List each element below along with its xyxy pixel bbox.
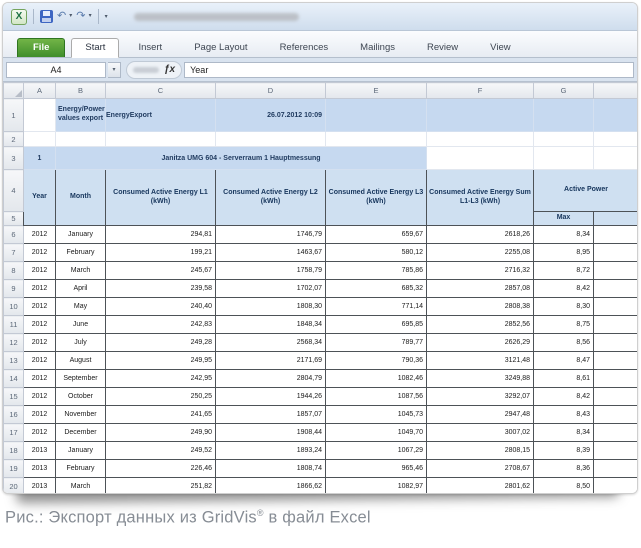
cell-device-name[interactable]: Janitza UMG 604 - Serverraum 1 Hauptmessung xyxy=(56,147,427,170)
cell-partial[interactable] xyxy=(594,244,638,262)
cell[interactable]: 695,85 xyxy=(326,316,427,334)
cell-export-date[interactable]: 26.07.2012 10:09 xyxy=(216,99,326,132)
quick-access-toolbar xyxy=(11,9,108,25)
tab-file[interactable]: File xyxy=(17,38,65,57)
excel-app-icon[interactable]: X xyxy=(11,9,27,25)
row-header[interactable]: 3 xyxy=(4,147,24,170)
cell[interactable] xyxy=(326,132,427,147)
cell[interactable]: 8,95 xyxy=(534,244,594,262)
tab-review[interactable]: Review xyxy=(427,42,459,53)
cell[interactable]: 1045,73 xyxy=(326,406,427,424)
header-sum[interactable]: Consumed Active Energy Sum L1-L3 (kWh) xyxy=(427,170,534,226)
info-row-1 xyxy=(4,99,638,132)
cell[interactable] xyxy=(427,132,534,147)
cell[interactable]: 2012 xyxy=(24,388,56,406)
table-header-row xyxy=(4,170,638,212)
cell[interactable]: 8,39 xyxy=(534,442,594,460)
figure xyxy=(2,2,639,494)
row-header[interactable]: 10 xyxy=(4,298,24,316)
tab-mailings[interactable]: Mailings xyxy=(360,42,396,53)
customize-quick-access-icon[interactable]: ▾ xyxy=(104,14,108,20)
cell[interactable]: 965,46 xyxy=(326,460,427,478)
cell[interactable]: 249,95 xyxy=(106,352,216,370)
table-row xyxy=(4,244,638,262)
cell-partial[interactable] xyxy=(594,352,638,370)
cell[interactable]: 580,12 xyxy=(326,244,427,262)
cell[interactable] xyxy=(24,99,56,132)
cell[interactable]: 2255,08 xyxy=(427,244,534,262)
cell[interactable]: 2013 xyxy=(24,460,56,478)
cell[interactable] xyxy=(106,132,216,147)
redo-icon[interactable]: ↷ ▾ xyxy=(76,10,92,22)
row-header[interactable]: 7 xyxy=(4,244,24,262)
column-header-F[interactable]: F xyxy=(427,83,534,99)
cell[interactable]: 785,86 xyxy=(326,262,427,280)
cell[interactable]: 790,36 xyxy=(326,352,427,370)
table-row xyxy=(4,298,638,316)
table-row xyxy=(4,460,638,478)
cell[interactable]: 8,42 xyxy=(534,388,594,406)
cell[interactable] xyxy=(56,132,106,147)
insert-function-group xyxy=(126,61,182,79)
cell[interactable]: 2012 xyxy=(24,244,56,262)
cell[interactable]: September xyxy=(56,370,106,388)
cell[interactable]: 2012 xyxy=(24,316,56,334)
table-row xyxy=(4,370,638,388)
table-row xyxy=(4,334,638,352)
cell[interactable]: 2012 xyxy=(24,262,56,280)
cell[interactable]: 2618,26 xyxy=(427,226,534,244)
cell[interactable]: 1463,67 xyxy=(216,244,326,262)
cell[interactable]: 2013 xyxy=(24,442,56,460)
cell[interactable]: 2804,79 xyxy=(216,370,326,388)
cell[interactable]: 2013 xyxy=(24,478,56,495)
fx-icon[interactable]: ƒx xyxy=(164,64,176,75)
row-header[interactable]: 19 xyxy=(4,460,24,478)
cell[interactable]: 2708,67 xyxy=(427,460,534,478)
cell[interactable]: 2012 xyxy=(24,370,56,388)
cell[interactable]: 2171,69 xyxy=(216,352,326,370)
cell[interactable]: December xyxy=(56,424,106,442)
header-month[interactable]: Month xyxy=(56,170,106,226)
tab-insert[interactable]: Insert xyxy=(138,42,163,53)
cell[interactable]: 1944,26 xyxy=(216,388,326,406)
table-row xyxy=(4,280,638,298)
cell[interactable]: 1848,34 xyxy=(216,316,326,334)
cell-partial[interactable] xyxy=(594,478,638,495)
cell[interactable]: 1908,44 xyxy=(216,424,326,442)
cell[interactable]: 3249,88 xyxy=(427,370,534,388)
cell[interactable] xyxy=(427,147,534,170)
header-year[interactable]: Year xyxy=(24,170,56,226)
row-header[interactable]: 11 xyxy=(4,316,24,334)
cell[interactable]: March xyxy=(56,478,106,495)
cell[interactable]: 1808,74 xyxy=(216,460,326,478)
table-row xyxy=(4,316,638,334)
cell[interactable]: 1082,97 xyxy=(326,478,427,495)
cell[interactable]: 789,77 xyxy=(326,334,427,352)
cell[interactable]: October xyxy=(56,388,106,406)
cell[interactable]: 659,67 xyxy=(326,226,427,244)
cell[interactable]: 2012 xyxy=(24,280,56,298)
document-title-redacted xyxy=(134,13,299,21)
cell-partial[interactable] xyxy=(594,460,638,478)
column-header-partial[interactable] xyxy=(594,83,638,99)
formula-bar xyxy=(3,58,637,82)
header-l3[interactable]: Consumed Active Energy L3 (kWh) xyxy=(326,170,427,226)
row-header[interactable]: 14 xyxy=(4,370,24,388)
cell[interactable]: 3121,48 xyxy=(427,352,534,370)
cell[interactable]: 8,30 xyxy=(534,298,594,316)
cell[interactable]: 239,58 xyxy=(106,280,216,298)
cell[interactable]: 2012 xyxy=(24,424,56,442)
cell[interactable] xyxy=(427,99,534,132)
row-header[interactable]: 12 xyxy=(4,334,24,352)
cell[interactable]: 8,36 xyxy=(534,460,594,478)
registered-mark: ® xyxy=(256,508,264,518)
cell[interactable]: 3007,02 xyxy=(427,424,534,442)
cell[interactable]: 249,52 xyxy=(106,442,216,460)
device-row xyxy=(4,147,638,170)
cell[interactable]: 8,75 xyxy=(534,316,594,334)
table-row xyxy=(4,424,638,442)
table-row xyxy=(4,388,638,406)
cell[interactable]: 1857,07 xyxy=(216,406,326,424)
cell[interactable]: 294,81 xyxy=(106,226,216,244)
cell[interactable]: January xyxy=(56,226,106,244)
formula-input[interactable]: Year xyxy=(184,62,634,78)
column-header-C[interactable]: C xyxy=(106,83,216,99)
cell[interactable]: 242,95 xyxy=(106,370,216,388)
column-header-G[interactable]: G xyxy=(534,83,594,99)
cell[interactable]: June xyxy=(56,316,106,334)
cell-partial[interactable] xyxy=(594,280,638,298)
cell[interactable]: 1746,79 xyxy=(216,226,326,244)
cell[interactable]: 251,82 xyxy=(106,478,216,495)
cell[interactable]: 8,34 xyxy=(534,226,594,244)
row-header[interactable]: 5 xyxy=(4,212,24,226)
row-header[interactable]: 4 xyxy=(4,170,24,212)
tab-references[interactable]: References xyxy=(279,42,329,53)
header-partial[interactable] xyxy=(594,212,638,226)
tab-start[interactable]: Start xyxy=(71,38,119,58)
cell[interactable]: 2947,48 xyxy=(427,406,534,424)
cell[interactable]: 249,28 xyxy=(106,334,216,352)
cell[interactable]: August xyxy=(56,352,106,370)
cell[interactable]: 245,67 xyxy=(106,262,216,280)
table-row xyxy=(4,406,638,424)
cell[interactable]: 199,21 xyxy=(106,244,216,262)
spreadsheet-grid xyxy=(3,82,637,494)
column-header-D[interactable]: D xyxy=(216,83,326,99)
column-header-B[interactable]: B xyxy=(56,83,106,99)
cell[interactable]: 8,72 xyxy=(534,262,594,280)
cell[interactable]: 1049,70 xyxy=(326,424,427,442)
column-header-row xyxy=(4,83,638,99)
cell[interactable]: April xyxy=(56,280,106,298)
cell[interactable]: 1866,62 xyxy=(216,478,326,495)
empty-row xyxy=(4,132,638,147)
tab-view[interactable]: View xyxy=(490,42,511,53)
cell[interactable]: 2012 xyxy=(24,352,56,370)
cell[interactable]: 2012 xyxy=(24,406,56,424)
cell[interactable] xyxy=(534,132,594,147)
cell-partial[interactable] xyxy=(594,298,638,316)
cell[interactable]: 1758,79 xyxy=(216,262,326,280)
cell[interactable]: 226,46 xyxy=(106,460,216,478)
cell[interactable]: 250,25 xyxy=(106,388,216,406)
cell[interactable] xyxy=(534,147,594,170)
cell[interactable]: 3292,07 xyxy=(427,388,534,406)
cell-partial[interactable] xyxy=(594,226,638,244)
row-header[interactable]: 20 xyxy=(4,478,24,495)
row-header[interactable]: 9 xyxy=(4,280,24,298)
cell[interactable]: 1067,29 xyxy=(326,442,427,460)
undo-icon[interactable]: ↶ ▾ xyxy=(57,10,73,22)
cell[interactable] xyxy=(594,147,638,170)
cell-partial[interactable] xyxy=(594,388,638,406)
row-header[interactable]: 13 xyxy=(4,352,24,370)
cell[interactable]: 1702,07 xyxy=(216,280,326,298)
cell-partial[interactable] xyxy=(594,370,638,388)
cell-export-label[interactable]: Energy/Power values export xyxy=(56,99,106,132)
cell[interactable]: July xyxy=(56,334,106,352)
row-header[interactable]: 2 xyxy=(4,132,24,147)
row-header[interactable]: 15 xyxy=(4,388,24,406)
cell[interactable] xyxy=(24,132,56,147)
cell[interactable]: February xyxy=(56,244,106,262)
cell[interactable]: 2012 xyxy=(24,226,56,244)
column-header-E[interactable]: E xyxy=(326,83,427,99)
column-header-A[interactable]: A xyxy=(24,83,56,99)
cell[interactable] xyxy=(216,132,326,147)
tab-page-layout[interactable]: Page Layout xyxy=(194,42,248,53)
cell[interactable]: 1082,46 xyxy=(326,370,427,388)
cell[interactable]: 1808,30 xyxy=(216,298,326,316)
row-header[interactable]: 18 xyxy=(4,442,24,460)
cell[interactable]: 2857,08 xyxy=(427,280,534,298)
cell-partial[interactable] xyxy=(594,424,638,442)
row-header[interactable]: 6 xyxy=(4,226,24,244)
table-row xyxy=(4,478,638,495)
cell[interactable]: 2801,62 xyxy=(427,478,534,495)
name-box-dropdown-icon[interactable]: ▾ xyxy=(108,62,121,78)
cell-export-name[interactable]: EnergyExport xyxy=(106,99,216,132)
cell-device-number[interactable]: 1 xyxy=(24,147,56,170)
cell-partial[interactable] xyxy=(594,262,638,280)
title-bar xyxy=(3,3,637,31)
cell[interactable]: 8,50 xyxy=(534,478,594,495)
cell[interactable]: 1893,24 xyxy=(216,442,326,460)
cell[interactable]: 2808,15 xyxy=(427,442,534,460)
cell[interactable]: 2626,29 xyxy=(427,334,534,352)
name-box[interactable]: A4 xyxy=(6,62,106,78)
header-l1[interactable]: Consumed Active Energy L1 (kWh) xyxy=(106,170,216,226)
row-header[interactable]: 1 xyxy=(4,99,24,132)
cell[interactable]: 8,43 xyxy=(534,406,594,424)
cell[interactable]: 2808,38 xyxy=(427,298,534,316)
cell[interactable]: 8,42 xyxy=(534,280,594,298)
figure-caption: Рис.: Экспорт данных из GridVis® в файл Excel xyxy=(5,508,371,527)
row-header[interactable]: 16 xyxy=(4,406,24,424)
cell[interactable]: 685,32 xyxy=(326,280,427,298)
cell[interactable]: 2012 xyxy=(24,334,56,352)
cell[interactable]: 8,34 xyxy=(534,424,594,442)
cell[interactable]: 1087,56 xyxy=(326,388,427,406)
cell[interactable]: 242,83 xyxy=(106,316,216,334)
cell[interactable]: 2568,34 xyxy=(216,334,326,352)
cell-partial[interactable] xyxy=(594,316,638,334)
separator xyxy=(33,9,34,24)
cell[interactable]: 2852,56 xyxy=(427,316,534,334)
cell[interactable]: 2012 xyxy=(24,298,56,316)
header-active-power[interactable]: Active Power xyxy=(534,170,638,212)
cell-partial[interactable] xyxy=(594,334,638,352)
row-header[interactable]: 17 xyxy=(4,424,24,442)
ribbon-tab-strip xyxy=(3,31,637,58)
formula-buttons-redacted xyxy=(133,67,159,73)
table-row xyxy=(4,262,638,280)
cell[interactable]: 241,65 xyxy=(106,406,216,424)
cell-partial[interactable] xyxy=(594,442,638,460)
excel-window xyxy=(2,2,638,494)
cell[interactable]: 240,40 xyxy=(106,298,216,316)
header-max[interactable]: Max xyxy=(534,212,594,226)
select-all-corner[interactable] xyxy=(4,83,24,99)
cell[interactable]: February xyxy=(56,460,106,478)
cell[interactable]: January xyxy=(56,442,106,460)
cell[interactable] xyxy=(326,99,427,132)
cell[interactable] xyxy=(594,99,638,132)
cell-partial[interactable] xyxy=(594,406,638,424)
cell[interactable]: 8,56 xyxy=(534,334,594,352)
cell[interactable]: November xyxy=(56,406,106,424)
cell[interactable]: 771,14 xyxy=(326,298,427,316)
worksheet xyxy=(3,82,637,494)
header-l2[interactable]: Consumed Active Energy L2 (kWh) xyxy=(216,170,326,226)
table-row xyxy=(4,442,638,460)
cell[interactable]: 2716,32 xyxy=(427,262,534,280)
cell[interactable] xyxy=(534,99,594,132)
cell[interactable]: May xyxy=(56,298,106,316)
cell[interactable]: 249,90 xyxy=(106,424,216,442)
cell[interactable]: March xyxy=(56,262,106,280)
cell[interactable]: 8,47 xyxy=(534,352,594,370)
table-row xyxy=(4,352,638,370)
row-header[interactable]: 8 xyxy=(4,262,24,280)
table-row xyxy=(4,226,638,244)
separator xyxy=(98,9,99,24)
save-icon[interactable] xyxy=(40,10,53,23)
cell[interactable]: 8,61 xyxy=(534,370,594,388)
